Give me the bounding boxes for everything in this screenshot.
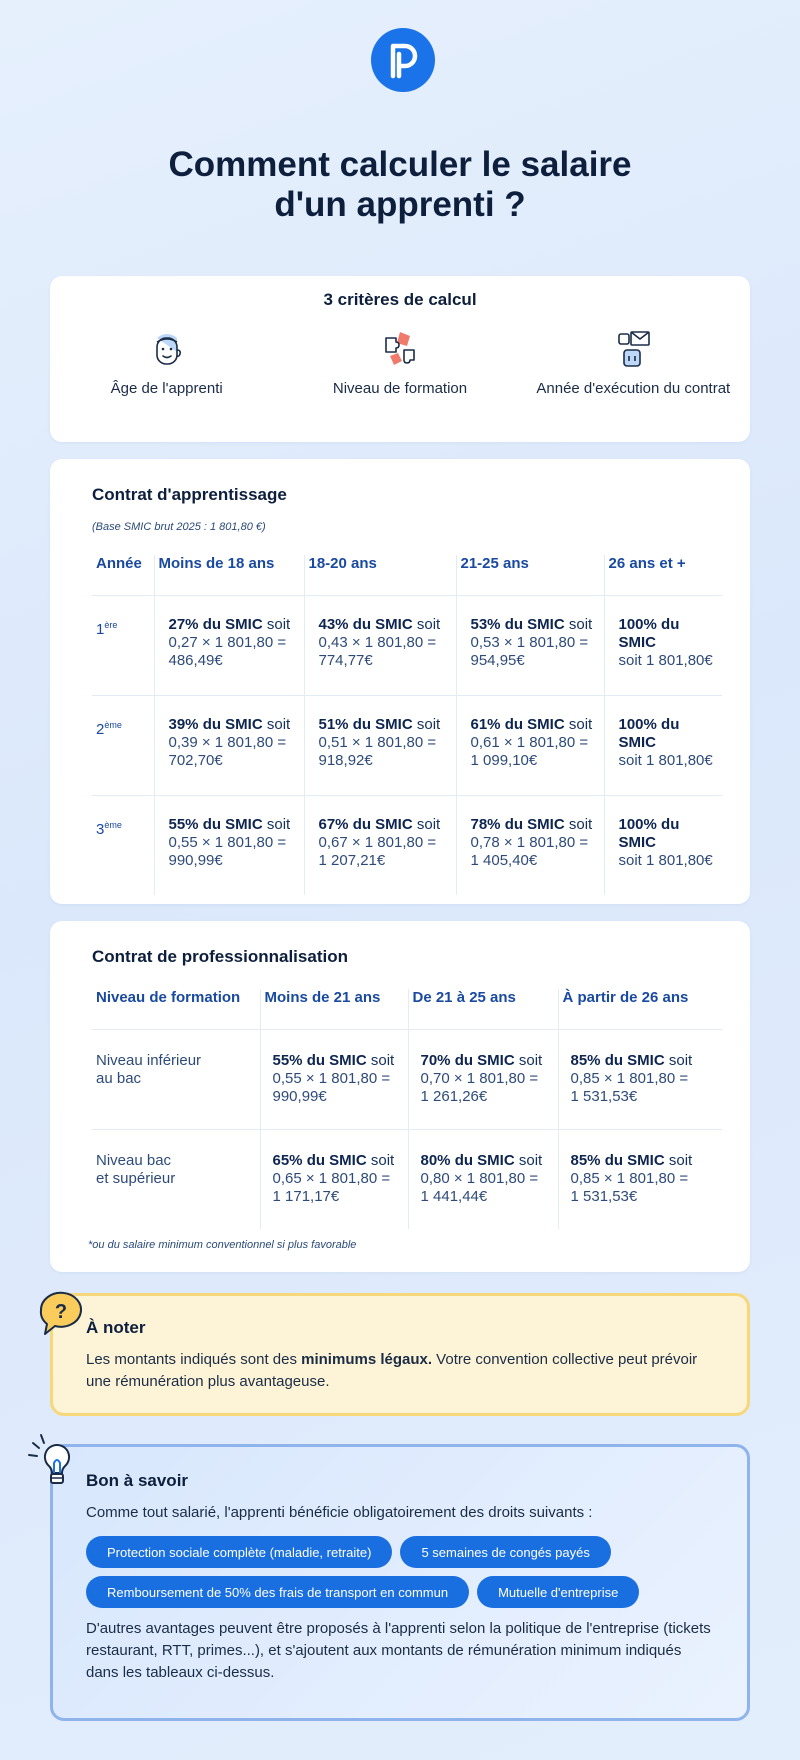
note-text: [86, 1349, 717, 1393]
table-cell: [408, 1129, 558, 1229]
table-cell: [154, 695, 304, 795]
cell-soit: soit: [370, 1051, 395, 1069]
cell-percent: 43% du SMIC: [318, 615, 413, 633]
cell-calc: 0,27 × 1 801,80 =: [168, 633, 287, 651]
cell-calc: 0,85 × 1 801,80 =: [570, 1069, 689, 1087]
table-cell: [456, 595, 604, 695]
column-header: Année: [92, 555, 154, 595]
note-text-part: Les montants indiqués sont des: [86, 1351, 302, 1368]
cell-amount: 1 531,53€: [570, 1087, 638, 1105]
cell-soit: soit: [568, 715, 593, 733]
cell-percent: 61% du SMIC: [470, 715, 565, 733]
cell-soit: soit: [416, 815, 441, 833]
cell-percent: 70% du SMIC: [420, 1051, 515, 1069]
cell-soit: soit: [668, 1051, 693, 1069]
cell-amount: 1 099,10€: [470, 751, 538, 769]
footnote: *ou du salaire minimum conventionnel si plus favorable: [88, 1239, 357, 1251]
cell-amount: 1 441,44€: [420, 1187, 488, 1205]
page-title-line2: d'un apprenti ?: [274, 185, 526, 224]
cell-amount: 954,95€: [470, 651, 525, 669]
column-header: 26 ans et +: [604, 555, 722, 595]
cell-percent: 51% du SMIC: [318, 715, 413, 733]
table-row: [92, 1129, 722, 1229]
criterion-level-label: Niveau de formation: [332, 380, 468, 397]
cell-percent: 55% du SMIC: [272, 1051, 367, 1069]
cell-calc: soit 1 801,80€: [618, 651, 713, 669]
table-cell: [304, 695, 456, 795]
apprenticeship-table: [92, 555, 722, 895]
year-number: 3: [96, 820, 105, 838]
cell-amount: 702,70€: [168, 751, 223, 769]
svg-text:?: ?: [54, 1301, 68, 1323]
cell-soit: soit: [668, 1151, 693, 1169]
level-line: au bac: [96, 1069, 142, 1087]
cell-calc: 0,85 × 1 801,80 =: [570, 1169, 689, 1187]
cell-calc: 0,78 × 1 801,80 =: [470, 833, 589, 851]
cell-percent: 27% du SMIC: [168, 615, 263, 633]
question-bubble-icon: [35, 1290, 87, 1338]
column-header: 21-25 ans: [456, 555, 604, 595]
good-to-know-intro: Comme tout salarié, l'apprenti bénéficie obligatoirement des droits suivants :: [86, 1504, 593, 1521]
level-line: Niveau inférieur: [96, 1051, 202, 1069]
cell-soit: soit: [266, 715, 291, 733]
pill-social-protection: Protection sociale complète (maladie, retraite): [86, 1536, 392, 1568]
puzzle-icon: [378, 328, 422, 372]
table-row: [92, 1029, 722, 1129]
cell-soit: soit: [370, 1151, 395, 1169]
professionalization-table: [92, 989, 722, 1229]
table-row: [92, 795, 722, 895]
cell-amount: 1 171,17€: [272, 1187, 340, 1205]
criterion-year: [517, 328, 750, 398]
lightbulb-icon: [27, 1433, 77, 1491]
professionalization-title: Contrat de professionnalisation: [92, 947, 348, 966]
column-header: 18-20 ans: [304, 555, 456, 595]
pill-transport: Remboursement de 50% des frais de transport en commun: [86, 1576, 469, 1608]
table-cell: [604, 695, 722, 795]
cell-percent: 39% du SMIC: [168, 715, 263, 733]
table-cell: [260, 1129, 408, 1229]
level-line: et supérieur: [96, 1169, 176, 1187]
cell-percent: 85% du SMIC: [570, 1051, 665, 1069]
year-suffix: ère: [104, 619, 118, 630]
year-cell: [92, 795, 154, 895]
cell-soit: soit: [416, 715, 441, 733]
table-cell: [604, 595, 722, 695]
rights-pills: [86, 1536, 717, 1608]
cell-percent: 100% du SMIC: [618, 615, 680, 651]
cell-percent: 67% du SMIC: [318, 815, 413, 833]
good-to-know-title: Bon à savoir: [86, 1471, 189, 1490]
level-cell: [92, 1029, 260, 1129]
cell-amount: 1 207,21€: [318, 851, 386, 869]
year-cell: [92, 695, 154, 795]
year-number: 1: [96, 620, 105, 638]
column-header: De 21 à 25 ans: [408, 989, 558, 1029]
apprenticeship-title: Contrat d'apprentissage: [92, 485, 287, 504]
cell-percent: 85% du SMIC: [570, 1151, 665, 1169]
cell-calc: soit 1 801,80€: [618, 751, 713, 769]
column-header: Moins de 21 ans: [260, 989, 408, 1029]
column-header: Niveau de formation: [92, 989, 260, 1029]
logo-p-icon: [385, 40, 421, 80]
table-cell: [154, 595, 304, 695]
cell-calc: 0,55 × 1 801,80 =: [272, 1069, 391, 1087]
face-icon: [145, 328, 189, 372]
brand-logo: [371, 28, 435, 92]
table-header-row: [92, 555, 722, 595]
cell-amount: 486,49€: [168, 651, 223, 669]
table-cell: [558, 1029, 722, 1129]
note-title: À noter: [86, 1318, 146, 1337]
criterion-year-label: Année d'exécution du contrat: [536, 380, 731, 397]
criterion-age: [50, 328, 283, 398]
note-text-part: Votre convention collective peut prévoir une rémunération plus avantageuse.: [86, 1351, 698, 1390]
cell-calc: 0,51 × 1 801,80 =: [318, 733, 437, 751]
cell-percent: 53% du SMIC: [470, 615, 565, 633]
table-cell: [456, 795, 604, 895]
table-cell: [304, 595, 456, 695]
table-cell: [558, 1129, 722, 1229]
cell-amount: 990,99€: [272, 1087, 327, 1105]
cell-percent: 80% du SMIC: [420, 1151, 515, 1169]
table-cell: [154, 795, 304, 895]
apprenticeship-card: [50, 459, 750, 904]
cell-percent: 55% du SMIC: [168, 815, 263, 833]
level-cell: [92, 1129, 260, 1229]
good-to-know-box: [50, 1444, 750, 1721]
page-title-line1: Comment calculer le salaire: [168, 145, 632, 184]
table-row: [92, 695, 722, 795]
cell-calc: 0,39 × 1 801,80 =: [168, 733, 287, 751]
year-suffix: ème: [104, 719, 122, 730]
cell-percent: 100% du SMIC: [618, 715, 680, 751]
professionalization-card: [50, 921, 750, 1272]
table-cell: [260, 1029, 408, 1129]
table-cell: [604, 795, 722, 895]
note-box: [50, 1293, 750, 1416]
cell-percent: 65% du SMIC: [272, 1151, 367, 1169]
criteria-card: [50, 276, 750, 442]
cell-calc: soit 1 801,80€: [618, 851, 713, 869]
pill-paid-leave: 5 semaines de congés payés: [400, 1536, 610, 1568]
cell-soit: soit: [416, 615, 441, 633]
calendar-mail-icon: [611, 328, 655, 372]
cell-amount: 1 531,53€: [570, 1187, 638, 1205]
criterion-level: [283, 328, 516, 398]
criterion-age-label: Âge de l'apprenti: [110, 380, 223, 397]
smic-base-note: (Base SMIC brut 2025 : 1 801,80 €): [92, 521, 266, 533]
page-title: [0, 145, 800, 225]
table-cell: [304, 795, 456, 895]
cell-amount: 774,77€: [318, 651, 373, 669]
cell-soit: soit: [518, 1051, 543, 1069]
criteria-title: 3 critères de calcul: [323, 290, 477, 309]
cell-calc: 0,67 × 1 801,80 =: [318, 833, 437, 851]
cell-calc: 0,80 × 1 801,80 =: [420, 1169, 539, 1187]
cell-calc: 0,53 × 1 801,80 =: [470, 633, 589, 651]
cell-soit: soit: [568, 615, 593, 633]
year-suffix: ème: [104, 819, 122, 830]
table-cell: [408, 1029, 558, 1129]
column-header: Moins de 18 ans: [154, 555, 304, 595]
cell-amount: 1 405,40€: [470, 851, 538, 869]
table-header-row: [92, 989, 722, 1029]
cell-percent: 78% du SMIC: [470, 815, 565, 833]
cell-soit: soit: [266, 815, 291, 833]
cell-calc: 0,43 × 1 801,80 =: [318, 633, 437, 651]
column-header: À partir de 26 ans: [558, 989, 722, 1029]
good-to-know-outro: D'autres avantages peuvent être proposés à l'apprenti selon la politique de l'entreprise (tickets restaurant, RTT, primes...), et s'ajoutent aux montants de rémunération minimum indiqués dans les tableaux ci-dessus.: [86, 1620, 711, 1681]
year-cell: [92, 595, 154, 695]
cell-calc: 0,55 × 1 801,80 =: [168, 833, 287, 851]
cell-amount: 1 261,26€: [420, 1087, 488, 1105]
cell-calc: 0,70 × 1 801,80 =: [420, 1069, 539, 1087]
cell-amount: 918,92€: [318, 751, 373, 769]
cell-amount: 990,99€: [168, 851, 223, 869]
year-number: 2: [96, 720, 105, 738]
cell-percent: 100% du SMIC: [618, 815, 680, 851]
note-text-bold: minimums légaux.: [301, 1351, 433, 1368]
level-line: Niveau bac: [96, 1151, 172, 1169]
cell-calc: 0,65 × 1 801,80 =: [272, 1169, 391, 1187]
cell-soit: soit: [266, 615, 291, 633]
cell-soit: soit: [518, 1151, 543, 1169]
table-row: [92, 595, 722, 695]
cell-soit: soit: [568, 815, 593, 833]
cell-calc: 0,61 × 1 801,80 =: [470, 733, 589, 751]
pill-mutual-insurance: Mutuelle d'entreprise: [477, 1576, 639, 1608]
table-cell: [456, 695, 604, 795]
